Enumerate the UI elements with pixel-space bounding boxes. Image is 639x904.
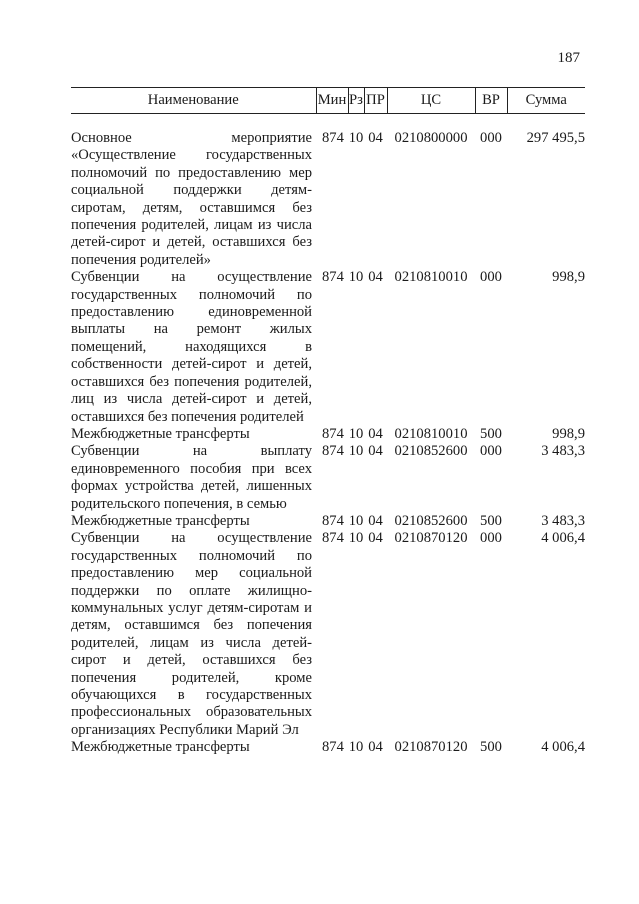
row-min: 874 [322, 530, 344, 547]
table-header-row [71, 88, 585, 114]
row-name: Субвенции на осуществление государственных полномочий по предоставлению мер социальной поддержки по оплате жилищно-коммунальных услуг детям-сиротам и детям, оставшимся без попечения родителей, лицам из числа детей-сирот и детей, оставшихся без попечения родителей, кроме обучающихся в государственных профессиональных образовательных организациях Республики Марий Эл [71, 530, 312, 738]
row-sum: 4 006,4 [541, 739, 585, 756]
row-name: Межбюджетные трансферты [71, 512, 250, 529]
row-vr: 500 [480, 739, 502, 756]
row-sum: 998,9 [552, 425, 585, 442]
row-cs: 0210810010 [394, 269, 468, 286]
row-pr: 04 [368, 739, 383, 756]
header-name: Наименование [71, 88, 316, 114]
row-name: Межбюджетные трансферты [71, 739, 250, 756]
row-sum: 998,9 [552, 269, 585, 286]
header-spacer [71, 114, 585, 131]
row-rz: 10 [348, 443, 364, 460]
row-name: Субвенции на осуществление государственных полномочий по предоставлению единовременной выплаты на ремонт жилых помещений, находящихся в собственности детей-сирот и детей, оставшихся без попечения родителей, лиц из числа детей-сирот и детей, оставшихся без попечения родителей [71, 269, 312, 425]
row-cs: 0210800000 [394, 130, 468, 146]
row-cs: 0210870120 [394, 530, 468, 547]
row-sum: 3 483,3 [541, 512, 585, 529]
table-row [71, 443, 585, 513]
row-vr: 000 [480, 269, 502, 286]
row-vr: 000 [480, 443, 502, 460]
row-vr: 500 [480, 512, 502, 529]
header-min: Мин [316, 88, 348, 114]
row-pr: 04 [368, 269, 383, 286]
row-pr: 04 [368, 530, 383, 547]
page-number: 187 [557, 50, 580, 66]
row-vr: 500 [480, 425, 502, 442]
row-rz: 10 [348, 130, 364, 146]
row-pr: 04 [368, 130, 383, 146]
row-rz: 10 [348, 425, 364, 442]
table-row [71, 130, 585, 269]
row-rz: 10 [348, 269, 364, 286]
header-vr: ВР [475, 88, 507, 114]
row-cs: 0210870120 [394, 739, 468, 756]
row-rz: 10 [348, 739, 364, 756]
row-pr: 04 [368, 425, 383, 442]
row-name: Основное мероприятие «Осуществление государственных полномочий по предоставлению мер социальной поддержки детям-сиротам, детям, оставшимся без попечения родителей, лицам из числа детей-сирот и детей, оставшихся без попечения родителей» [71, 130, 312, 268]
row-min: 874 [322, 739, 344, 756]
row-vr: 000 [480, 530, 502, 547]
header-rz: Рз [348, 88, 364, 114]
row-vr: 000 [480, 130, 502, 146]
row-sum: 4 006,4 [541, 530, 585, 547]
row-min: 874 [322, 443, 344, 460]
row-cs: 0210852600 [394, 443, 468, 460]
row-min: 874 [322, 425, 344, 442]
row-name: Субвенции на выплату единовременного пособия при всех формах устройства детей, лишенных родительского попечения, в семью [71, 443, 312, 512]
row-rz: 10 [348, 512, 364, 529]
budget-table [71, 87, 585, 757]
row-min: 874 [322, 269, 344, 286]
header-cs: ЦС [387, 88, 475, 114]
row-pr: 04 [368, 512, 383, 529]
row-cs: 0210852600 [394, 512, 468, 529]
row-sum: 297 495,5 [526, 130, 585, 146]
row-sum: 3 483,3 [541, 443, 585, 460]
row-rz: 10 [348, 530, 364, 547]
table-row [71, 269, 585, 426]
table-row [71, 513, 585, 530]
header-pr: ПР [364, 88, 387, 114]
row-min: 874 [322, 130, 344, 146]
table-row [71, 739, 585, 756]
row-cs: 0210810010 [394, 425, 468, 442]
row-pr: 04 [368, 443, 383, 460]
table-row [71, 530, 585, 739]
table-row [71, 426, 585, 443]
header-sum: Сумма [507, 88, 585, 114]
row-name: Межбюджетные трансферты [71, 425, 250, 442]
row-min: 874 [322, 512, 344, 529]
